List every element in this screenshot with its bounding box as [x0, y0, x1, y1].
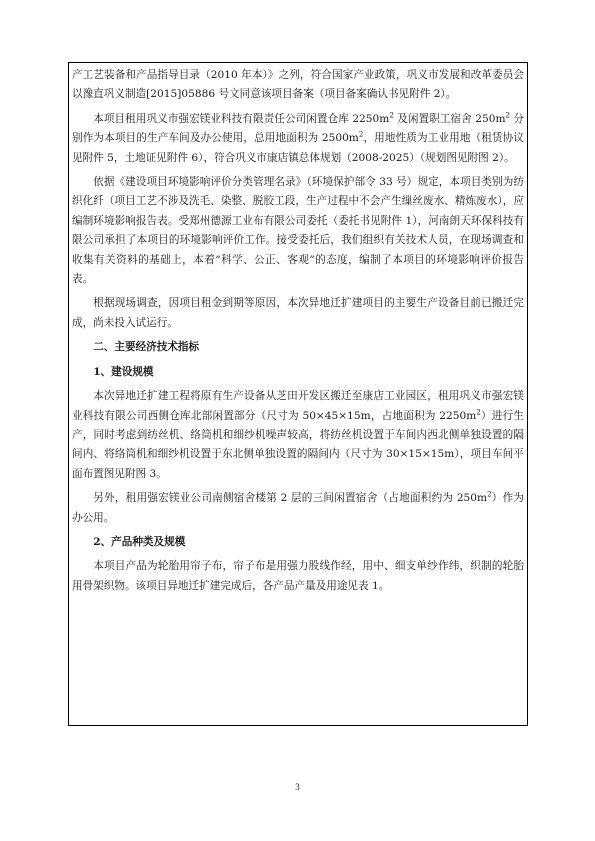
superscript: 2 — [487, 490, 492, 499]
text-run: 二、主要经济技术指标 — [93, 341, 200, 354]
superscript: 2 — [505, 111, 510, 120]
page-number: 3 — [295, 782, 300, 792]
text-run: 及闲置职工宿舍 250m — [393, 112, 506, 125]
body-paragraph — [72, 489, 524, 528]
text-run: 分别作为本项目的生产车间及办公使用，总用地面积为 2500m — [72, 112, 524, 145]
body-paragraph — [72, 66, 524, 105]
body-paragraph — [72, 557, 524, 596]
body-paragraph — [72, 387, 524, 484]
text-run: 1、建设规模 — [93, 365, 154, 378]
section-heading — [72, 533, 524, 552]
text-run: 本次异地迁扩建工程将原有生产设备从芝田开发区搬迁至康店工业园区，租用巩义市强宏镁业科技有限公司西侧仓库北部闲置部分（尺寸为 50×45×15m，占地面积为 2250m — [72, 390, 524, 422]
section-heading — [72, 338, 524, 357]
text-run: 根据现场调查，因项目租金到期等原因，本次异地迁扩建项目的主要生产设备目前已搬迁完成，尚未投入试运行。 — [72, 297, 524, 329]
superscript: 2 — [358, 130, 364, 139]
superscript: 2 — [389, 111, 394, 120]
text-run: 依据《建设项目环境影响评价分类管理名录》（环境保护部令 33 号）规定，本项目类别为纺织化纤（项目工艺不涉及洗毛、染整、脱胶工段，生产过程中不会产生缫丝废水、精炼废水），应编制环境影响报告表。受郑州德源工业布有限公司委托（委托书见附件 1），河南朗天环保科技有限公司承担了本项目的环境影响评价工作。接受委托后，我们组织有关技术人员，在现场调查和收集有关资料的基础上，本着“科学、公正、客观”的态度，编制了本项目的环境影响评价报告表。 — [72, 176, 524, 286]
text-run: 产工艺装备和产品指导目录（2010 年本）》之列，符合国家产业政策，巩义市发展和改革委员会以豫直巩义制造[2015]05886 号文同意该项目备案（项目备案确认书见附件 2）。 — [72, 69, 524, 101]
body-paragraph — [72, 294, 524, 333]
superscript: 2 — [476, 407, 481, 416]
text-run: ）作为办公用。 — [72, 492, 524, 524]
section-heading — [72, 363, 524, 382]
text-run: ，用地性质为工业用地（租赁协议见附件 5，土地证见附件 6），符合巩义市康店镇总体规划（2008-2025）（规划图见附图 2）。 — [72, 132, 524, 164]
text-run: ）进行生产，同时考虑到纺丝机、络筒机和细纱机噪声较高，将纺丝机设置于车间内西北侧单独设置的隔间内、将络筒机和细纱机设置于东北侧单独设置的隔间内（尺寸为 30×15×15m），项目车间平面布置图见附图 3。 — [72, 409, 524, 480]
text-run: 另外，租用强宏镁业公司南侧宿舍楼第 2 层的三间闲置宿舍（占地面积约为 250m — [93, 492, 488, 505]
document-body — [72, 66, 524, 596]
body-paragraph — [72, 110, 524, 168]
text-run: 2、产品种类及规模 — [93, 535, 186, 548]
body-paragraph — [72, 173, 524, 289]
text-run: 本项目产品为轮胎用帘子布，帘子布是用强力股线作经，用中、细支单纱作纬，织制的轮胎用骨架织物。该项目异地迁扩建完成后，各产品产量及用途见表 1。 — [72, 560, 524, 592]
text-run: 本项目租用巩义市强宏镁业科技有限责任公司闲置仓库 2250m — [93, 112, 390, 125]
